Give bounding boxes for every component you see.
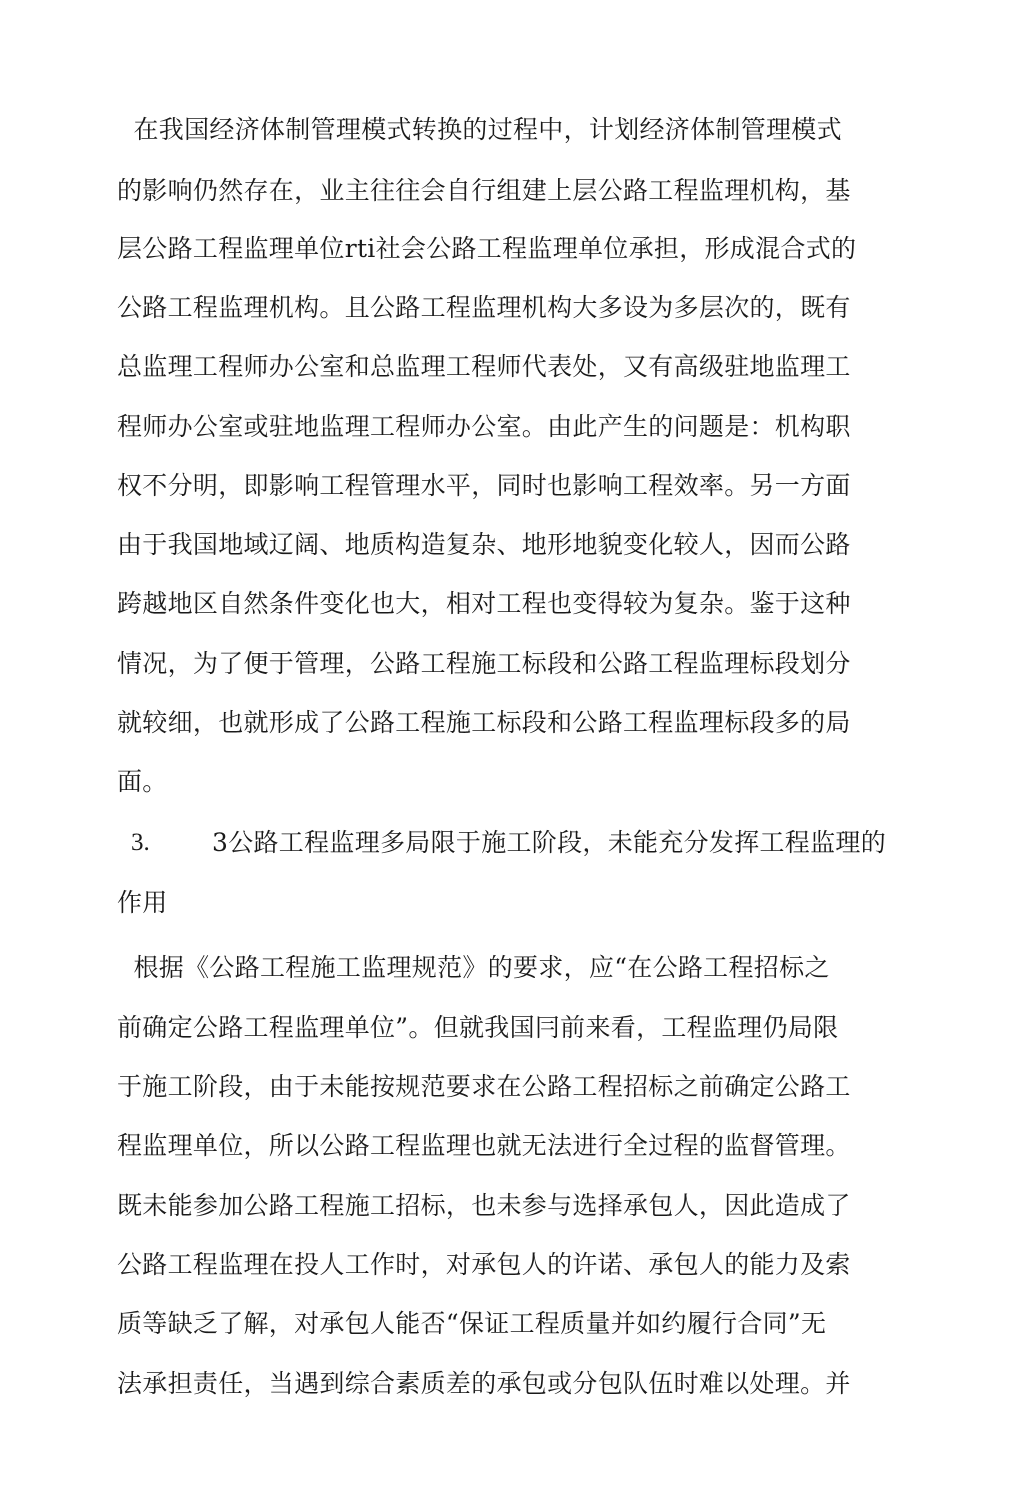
paragraph-1-line-6: 程师办公室或驻地监理工程师办公室。由此产生的问题是：机构职 [117, 412, 851, 441]
paragraph-1-line-12: 面。 [117, 767, 168, 796]
paragraph-1-line-8: 由于我国地域辽阔、地质构造复杂、地形地貌变化较人，因而公路 [117, 530, 851, 559]
paragraph-2-line-7: 质等缺乏了解，对承包人能否“保证工程质量并如约履行合同”无 [117, 1309, 827, 1338]
paragraph-2-line-1: 根据《公路工程施工监理规范》的要求，应“在公路工程招标之 [117, 953, 830, 982]
section-heading-continuation: 作用 [117, 888, 168, 917]
paragraph-2-line-4: 程监理单位，所以公路工程监理也就无法进行全过程的监督管理。 [117, 1131, 851, 1160]
paragraph-1-line-5: 总监理工程师办公室和总监理工程师代表处，又有高级驻地监理工 [117, 352, 851, 381]
paragraph-1-line-10: 情况，为了便于管理，公路工程施工标段和公路工程监理标段划分 [117, 649, 851, 678]
paragraph-2-line-6: 公路工程监理在投人工作时，对承包人的许诺、承包人的能力及索 [117, 1250, 851, 1279]
paragraph-1-line-1: 在我国经济体制管理模式转换的过程中，计划经济体制管理模式 [117, 115, 842, 144]
paragraph-1-line-11: 就较细，也就形成了公路工程施工标段和公路工程监理标段多的局 [117, 708, 851, 737]
section-number: 3. [131, 829, 150, 856]
paragraph-1-line-9: 跨越地区自然条件变化也大，相对工程也变得较为复杂。鉴于这种 [117, 589, 851, 618]
paragraph-2-line-3: 于施工阶段，由于未能按规范要求在公路工程招标之前确定公路工 [117, 1072, 851, 1101]
paragraph-1-line-4: 公路工程监理机构。且公路工程监理机构大多设为多层次的，既有 [117, 293, 851, 322]
paragraph-2-line-8: 法承担责任，当遇到综合素质差的承包或分包队伍时难以处理。并 [117, 1369, 851, 1398]
paragraph-1-line-3: 层公路工程监理单位rti社会公路工程监理单位承担，形成混合式的 [117, 234, 857, 263]
paragraph-1-line-7: 权不分明，即影响工程管理水平，同时也影响工程效率。另一方面 [117, 471, 851, 500]
paragraph-1-line-2: 的影响仍然存在，业主往往会自行组建上层公路工程监理机构，基 [117, 176, 851, 205]
paragraph-2-line-5: 既未能参加公路工程施工招标，也未参与选择承包人，因此造成了 [117, 1191, 851, 1220]
section-heading: 3公路工程监理多局限于施工阶段，未能充分发挥工程监理的 [212, 828, 887, 857]
paragraph-2-line-2: 前确定公路工程监理单位”。但就我国冃前来看，工程监理仍局限 [117, 1013, 839, 1042]
